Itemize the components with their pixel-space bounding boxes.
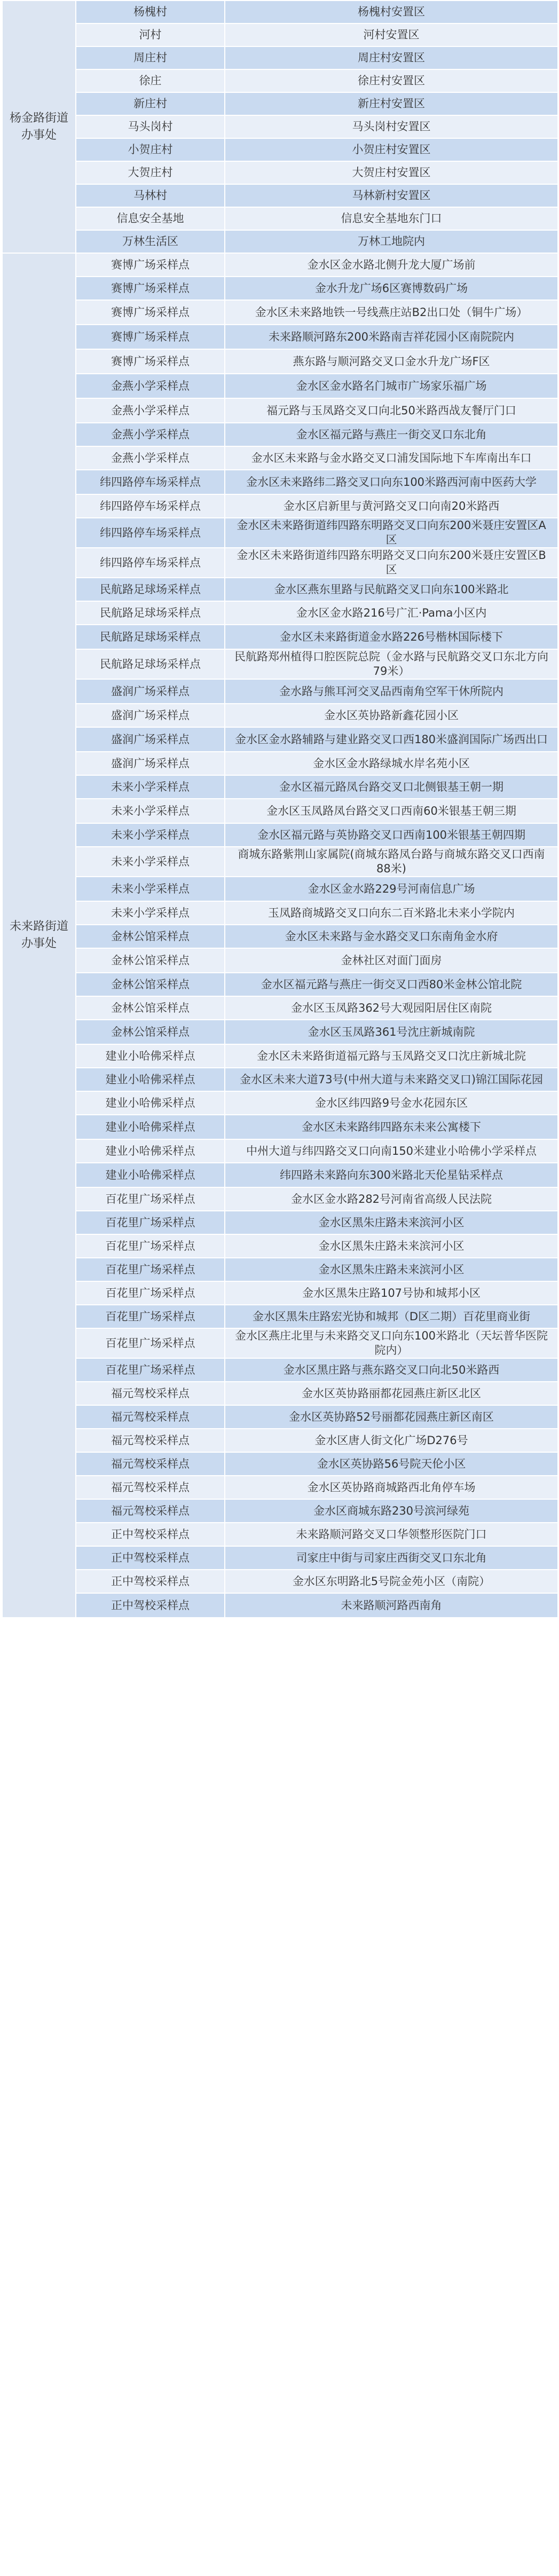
site-name-cell: 金燕小学采样点 xyxy=(76,398,225,423)
site-name-cell: 百花里广场采样点 xyxy=(76,1211,225,1234)
site-name-cell: 金林公馆采样点 xyxy=(76,996,225,1020)
site-name-cell: 小贺庄村 xyxy=(76,138,225,161)
table-row xyxy=(2,1328,558,1358)
site-name-cell: 新庄村 xyxy=(76,92,225,115)
table-row xyxy=(2,901,558,925)
site-name-cell: 百花里广场采样点 xyxy=(76,1281,225,1305)
site-name-cell: 马林村 xyxy=(76,184,225,207)
site-location-cell: 金水区未来路纬二路交叉口向东100米路西河南中医药大学 xyxy=(225,470,558,494)
site-location-cell: 金水路与熊耳河交叉品西南角空军干休所院内 xyxy=(225,679,558,704)
table-row xyxy=(2,1258,558,1281)
site-location-cell: 金水区金水路辅路与建业路交叉口西180米盛润国际广场西出口 xyxy=(225,727,558,752)
table-row xyxy=(2,207,558,230)
site-name-cell: 福元驾校采样点 xyxy=(76,1476,225,1499)
site-name-cell: 赛博广场采样点 xyxy=(76,253,225,277)
site-name-cell: 百花里广场采样点 xyxy=(76,1358,225,1382)
site-location-cell: 徐庄村安置区 xyxy=(225,69,558,92)
table-row xyxy=(2,1570,558,1593)
site-name-cell: 正中驾校采样点 xyxy=(76,1593,225,1618)
site-name-cell: 盛润广场采样点 xyxy=(76,752,225,775)
table-row xyxy=(2,799,558,823)
site-location-cell: 万林工地院内 xyxy=(225,230,558,253)
table-row xyxy=(2,973,558,996)
table-row xyxy=(2,925,558,948)
site-location-cell: 金水区英协路新鑫花园小区 xyxy=(225,704,558,727)
site-location-cell: 福元路与玉凤路交叉口向北50米路西战友餐厅门口 xyxy=(225,398,558,423)
site-location-cell: 大贺庄村安置区 xyxy=(225,161,558,184)
table-row xyxy=(2,494,558,518)
site-location-cell: 金水区黑庄路与燕东路交叉口向北50米路西 xyxy=(225,1358,558,1382)
table-row xyxy=(2,948,558,973)
table-row xyxy=(2,1499,558,1523)
site-name-cell: 民航路足球场采样点 xyxy=(76,601,225,625)
table-row xyxy=(2,1305,558,1328)
table-row xyxy=(2,374,558,398)
site-location-cell: 纬四路未来路向东300米路北天伦星钻采样点 xyxy=(225,1163,558,1187)
table-row xyxy=(2,1382,558,1405)
site-location-cell: 金水区福元路与燕庄一街交叉口东北角 xyxy=(225,423,558,446)
table-row xyxy=(2,184,558,207)
site-location-cell: 金水区未来路与金水路交叉口东南角金水府 xyxy=(225,925,558,948)
table-row xyxy=(2,727,558,752)
site-name-cell: 百花里广场采样点 xyxy=(76,1305,225,1328)
site-location-cell: 金水区商城东路230号滨河绿苑 xyxy=(225,1499,558,1523)
site-location-cell: 金水区黑朱庄路未来滨河小区 xyxy=(225,1258,558,1281)
site-location-cell: 金水区玉凤路361号沈庄新城南院 xyxy=(225,1020,558,1044)
table-row xyxy=(2,300,558,325)
table-row xyxy=(2,1139,558,1163)
site-name-cell: 正中驾校采样点 xyxy=(76,1570,225,1593)
site-location-cell: 金水区金水路名门城市广场家乐福广场 xyxy=(225,374,558,398)
site-name-cell: 建业小哈佛采样点 xyxy=(76,1115,225,1139)
site-name-cell: 周庄村 xyxy=(76,46,225,69)
table-row xyxy=(2,752,558,775)
table-row xyxy=(2,1405,558,1429)
site-location-cell: 金水区福元路与燕庄一街交叉口西80米金林公馆北院 xyxy=(225,973,558,996)
site-name-cell: 纬四路停车场采样点 xyxy=(76,548,225,578)
site-location-cell: 杨槐村安置区 xyxy=(225,1,558,23)
site-name-cell: 金燕小学采样点 xyxy=(76,446,225,470)
site-name-cell: 正中驾校采样点 xyxy=(76,1546,225,1570)
site-location-cell: 马林新村安置区 xyxy=(225,184,558,207)
site-location-cell: 未来路顺河路交叉口华领整形医院门口 xyxy=(225,1523,558,1546)
table-row xyxy=(2,1044,558,1068)
testing-sites-table xyxy=(2,0,558,1618)
site-location-cell: 金水区东明路北5号院金苑小区（南院） xyxy=(225,1570,558,1593)
site-name-cell: 纬四路停车场采样点 xyxy=(76,518,225,548)
site-location-cell: 金水区玉凤路凤台路交叉口西南60米银基王朝三期 xyxy=(225,799,558,823)
site-name-cell: 河村 xyxy=(76,23,225,46)
site-name-cell: 民航路足球场采样点 xyxy=(76,649,225,679)
site-name-cell: 赛博广场采样点 xyxy=(76,349,225,374)
site-location-cell: 金水区启新里与黄河路交叉口向南20米路西 xyxy=(225,494,558,518)
site-name-cell: 福元驾校采样点 xyxy=(76,1382,225,1405)
site-location-cell: 金水区金水路229号河南信息广场 xyxy=(225,877,558,901)
table-row xyxy=(2,1,558,23)
site-location-cell: 金水区未来路纬四路东未来公寓楼下 xyxy=(225,1115,558,1139)
table-row xyxy=(2,1452,558,1476)
table-row xyxy=(2,115,558,138)
site-name-cell: 建业小哈佛采样点 xyxy=(76,1163,225,1187)
site-location-cell: 玉凤路商城路交叉口向东二百米路北未来小学院内 xyxy=(225,901,558,925)
table-row xyxy=(2,446,558,470)
site-location-cell: 金水区唐人街文化广场D276号 xyxy=(225,1429,558,1452)
table-row xyxy=(2,423,558,446)
site-location-cell: 未来路顺河路西南角 xyxy=(225,1593,558,1618)
site-name-cell: 民航路足球场采样点 xyxy=(76,625,225,649)
table-row xyxy=(2,679,558,704)
table-row xyxy=(2,1234,558,1258)
table-row xyxy=(2,1546,558,1570)
table-row xyxy=(2,518,558,548)
site-name-cell: 建业小哈佛采样点 xyxy=(76,1044,225,1068)
table-row xyxy=(2,625,558,649)
table-row xyxy=(2,1211,558,1234)
table-row xyxy=(2,69,558,92)
site-name-cell: 盛润广场采样点 xyxy=(76,704,225,727)
site-name-cell: 建业小哈佛采样点 xyxy=(76,1139,225,1163)
site-location-cell: 河村安置区 xyxy=(225,23,558,46)
table-body xyxy=(2,1,558,1618)
site-name-cell: 建业小哈佛采样点 xyxy=(76,1091,225,1115)
site-location-cell: 金水区未来路街道福元路与玉凤路交叉口沈庄新城北院 xyxy=(225,1044,558,1068)
table-row xyxy=(2,277,558,300)
table-row xyxy=(2,138,558,161)
table-row xyxy=(2,548,558,578)
table-row xyxy=(2,847,558,877)
site-location-cell: 马头岗村安置区 xyxy=(225,115,558,138)
site-location-cell: 金水区未来路与金水路交叉口浦发国际地下车库南出车口 xyxy=(225,446,558,470)
district-cell: 未来路街道办事处 xyxy=(2,253,76,1618)
site-name-cell: 金燕小学采样点 xyxy=(76,423,225,446)
site-name-cell: 徐庄 xyxy=(76,69,225,92)
site-location-cell: 金水区金水路绿城水岸名苑小区 xyxy=(225,752,558,775)
table-row xyxy=(2,775,558,799)
site-name-cell: 纬四路停车场采样点 xyxy=(76,494,225,518)
site-location-cell: 金水区福元路与英协路交叉口西南100米银基王朝四期 xyxy=(225,823,558,847)
site-location-cell: 金水区未来大道73号(中州大道与未来路交叉口)锦江国际花园 xyxy=(225,1068,558,1091)
site-location-cell: 金水区福元路凤台路交叉口北侧银基王朝一期 xyxy=(225,775,558,799)
table-row xyxy=(2,1523,558,1546)
site-location-cell: 金水区未来路街道纬四路东明路交叉口向东200米聂庄安置区B区 xyxy=(225,548,558,578)
site-location-cell: 金水升龙广场6区赛博数码广场 xyxy=(225,277,558,300)
table-row xyxy=(2,996,558,1020)
site-name-cell: 福元驾校采样点 xyxy=(76,1405,225,1429)
table-row xyxy=(2,1163,558,1187)
site-name-cell: 金林公馆采样点 xyxy=(76,925,225,948)
site-location-cell: 小贺庄村安置区 xyxy=(225,138,558,161)
site-location-cell: 金水区燕东里路与民航路交叉口向东100米路北 xyxy=(225,578,558,601)
table-row xyxy=(2,1476,558,1499)
site-location-cell: 未来路顺河路东200米路南吉祥花园小区南院院内 xyxy=(225,325,558,349)
site-location-cell: 司家庄中街与司家庄西街交叉口东北角 xyxy=(225,1546,558,1570)
site-location-cell: 金水区燕庄北里与未来路交叉口向东100米路北（天坛普华医院院内） xyxy=(225,1328,558,1358)
site-name-cell: 万林生活区 xyxy=(76,230,225,253)
table-row xyxy=(2,1020,558,1044)
site-location-cell: 新庄村安置区 xyxy=(225,92,558,115)
table-row xyxy=(2,230,558,253)
table-row xyxy=(2,1115,558,1139)
site-location-cell: 金水区纬四路9号金水花园东区 xyxy=(225,1091,558,1115)
site-location-cell: 民航路郑州植得口腔医院总院（金水路与民航路交叉口东北方向79米） xyxy=(225,649,558,679)
site-location-cell: 金水区英协路52号丽都花园燕庄新区南区 xyxy=(225,1405,558,1429)
site-name-cell: 福元驾校采样点 xyxy=(76,1429,225,1452)
site-name-cell: 金林公馆采样点 xyxy=(76,973,225,996)
site-location-cell: 金水区黑朱庄路107号协和城邦小区 xyxy=(225,1281,558,1305)
site-location-cell: 中州大道与纬四路交叉口向南150米建业小哈佛小学采样点 xyxy=(225,1139,558,1163)
table-row xyxy=(2,1068,558,1091)
site-location-cell: 商城东路紫荆山家属院(商城东路凤台路与商城东路交叉口西南88米) xyxy=(225,847,558,877)
table-row xyxy=(2,1091,558,1115)
site-name-cell: 未来小学采样点 xyxy=(76,823,225,847)
table-row xyxy=(2,1593,558,1618)
table-row xyxy=(2,349,558,374)
site-location-cell: 金水区金水路216号广汇·Pama小区内 xyxy=(225,601,558,625)
table-row xyxy=(2,253,558,277)
table-row xyxy=(2,1187,558,1211)
site-name-cell: 纬四路停车场采样点 xyxy=(76,470,225,494)
site-location-cell: 燕东路与顺河路交叉口金水升龙广场F区 xyxy=(225,349,558,374)
site-location-cell: 周庄村安置区 xyxy=(225,46,558,69)
site-name-cell: 盛润广场采样点 xyxy=(76,727,225,752)
site-location-cell: 金水区黑朱庄路未来滨河小区 xyxy=(225,1234,558,1258)
site-name-cell: 百花里广场采样点 xyxy=(76,1328,225,1358)
site-name-cell: 未来小学采样点 xyxy=(76,799,225,823)
site-name-cell: 百花里广场采样点 xyxy=(76,1234,225,1258)
site-name-cell: 未来小学采样点 xyxy=(76,901,225,925)
site-name-cell: 正中驾校采样点 xyxy=(76,1523,225,1546)
site-name-cell: 福元驾校采样点 xyxy=(76,1499,225,1523)
table-row xyxy=(2,470,558,494)
table-row xyxy=(2,578,558,601)
table-row xyxy=(2,161,558,184)
table-row xyxy=(2,46,558,69)
site-name-cell: 民航路足球场采样点 xyxy=(76,578,225,601)
site-name-cell: 未来小学采样点 xyxy=(76,877,225,901)
site-location-cell: 金水区玉凤路362号大观园阳居住区南院 xyxy=(225,996,558,1020)
site-location-cell: 金水区英协路56号院天伦小区 xyxy=(225,1452,558,1476)
site-name-cell: 未来小学采样点 xyxy=(76,775,225,799)
site-location-cell: 金林社区对面门面房 xyxy=(225,948,558,973)
site-name-cell: 金燕小学采样点 xyxy=(76,374,225,398)
table-row xyxy=(2,23,558,46)
site-name-cell: 赛博广场采样点 xyxy=(76,325,225,349)
site-name-cell: 金林公馆采样点 xyxy=(76,1020,225,1044)
site-name-cell: 赛博广场采样点 xyxy=(76,300,225,325)
site-location-cell: 金水区未来路街道纬四路东明路交叉口向东200米聂庄安置区A区 xyxy=(225,518,558,548)
table-row xyxy=(2,398,558,423)
site-location-cell: 金水区黑朱庄路未来滨河小区 xyxy=(225,1211,558,1234)
site-name-cell: 建业小哈佛采样点 xyxy=(76,1068,225,1091)
site-name-cell: 马头岗村 xyxy=(76,115,225,138)
table-row xyxy=(2,704,558,727)
site-location-cell: 金水区英协路丽都花园燕庄新区北区 xyxy=(225,1382,558,1405)
site-location-cell: 信息安全基地东门口 xyxy=(225,207,558,230)
table-row xyxy=(2,823,558,847)
site-name-cell: 百花里广场采样点 xyxy=(76,1187,225,1211)
site-location-cell: 金水区未来路地铁一号线燕庄站B2出口处（铜牛广场） xyxy=(225,300,558,325)
table-row xyxy=(2,325,558,349)
site-name-cell: 赛博广场采样点 xyxy=(76,277,225,300)
table-row xyxy=(2,649,558,679)
table-row xyxy=(2,601,558,625)
site-name-cell: 大贺庄村 xyxy=(76,161,225,184)
site-location-cell: 金水区金水路282号河南省高级人民法院 xyxy=(225,1187,558,1211)
site-location-cell: 金水区黑朱庄路宏光协和城邦（D区二期）百花里商业街 xyxy=(225,1305,558,1328)
table-row xyxy=(2,1281,558,1305)
table-row xyxy=(2,877,558,901)
site-name-cell: 盛润广场采样点 xyxy=(76,679,225,704)
site-location-cell: 金水区英协路商城路西北角停车场 xyxy=(225,1476,558,1499)
site-location-cell: 金水区金水路北侧升龙大厦广场前 xyxy=(225,253,558,277)
site-name-cell: 福元驾校采样点 xyxy=(76,1452,225,1476)
site-name-cell: 杨槐村 xyxy=(76,1,225,23)
district-cell: 杨金路街道办事处 xyxy=(2,1,76,253)
site-name-cell: 金林公馆采样点 xyxy=(76,948,225,973)
table-row xyxy=(2,1429,558,1452)
site-name-cell: 信息安全基地 xyxy=(76,207,225,230)
site-name-cell: 未来小学采样点 xyxy=(76,847,225,877)
table-row xyxy=(2,92,558,115)
site-name-cell: 百花里广场采样点 xyxy=(76,1258,225,1281)
table-row xyxy=(2,1358,558,1382)
site-location-cell: 金水区未来路街道金水路226号楷林国际楼下 xyxy=(225,625,558,649)
